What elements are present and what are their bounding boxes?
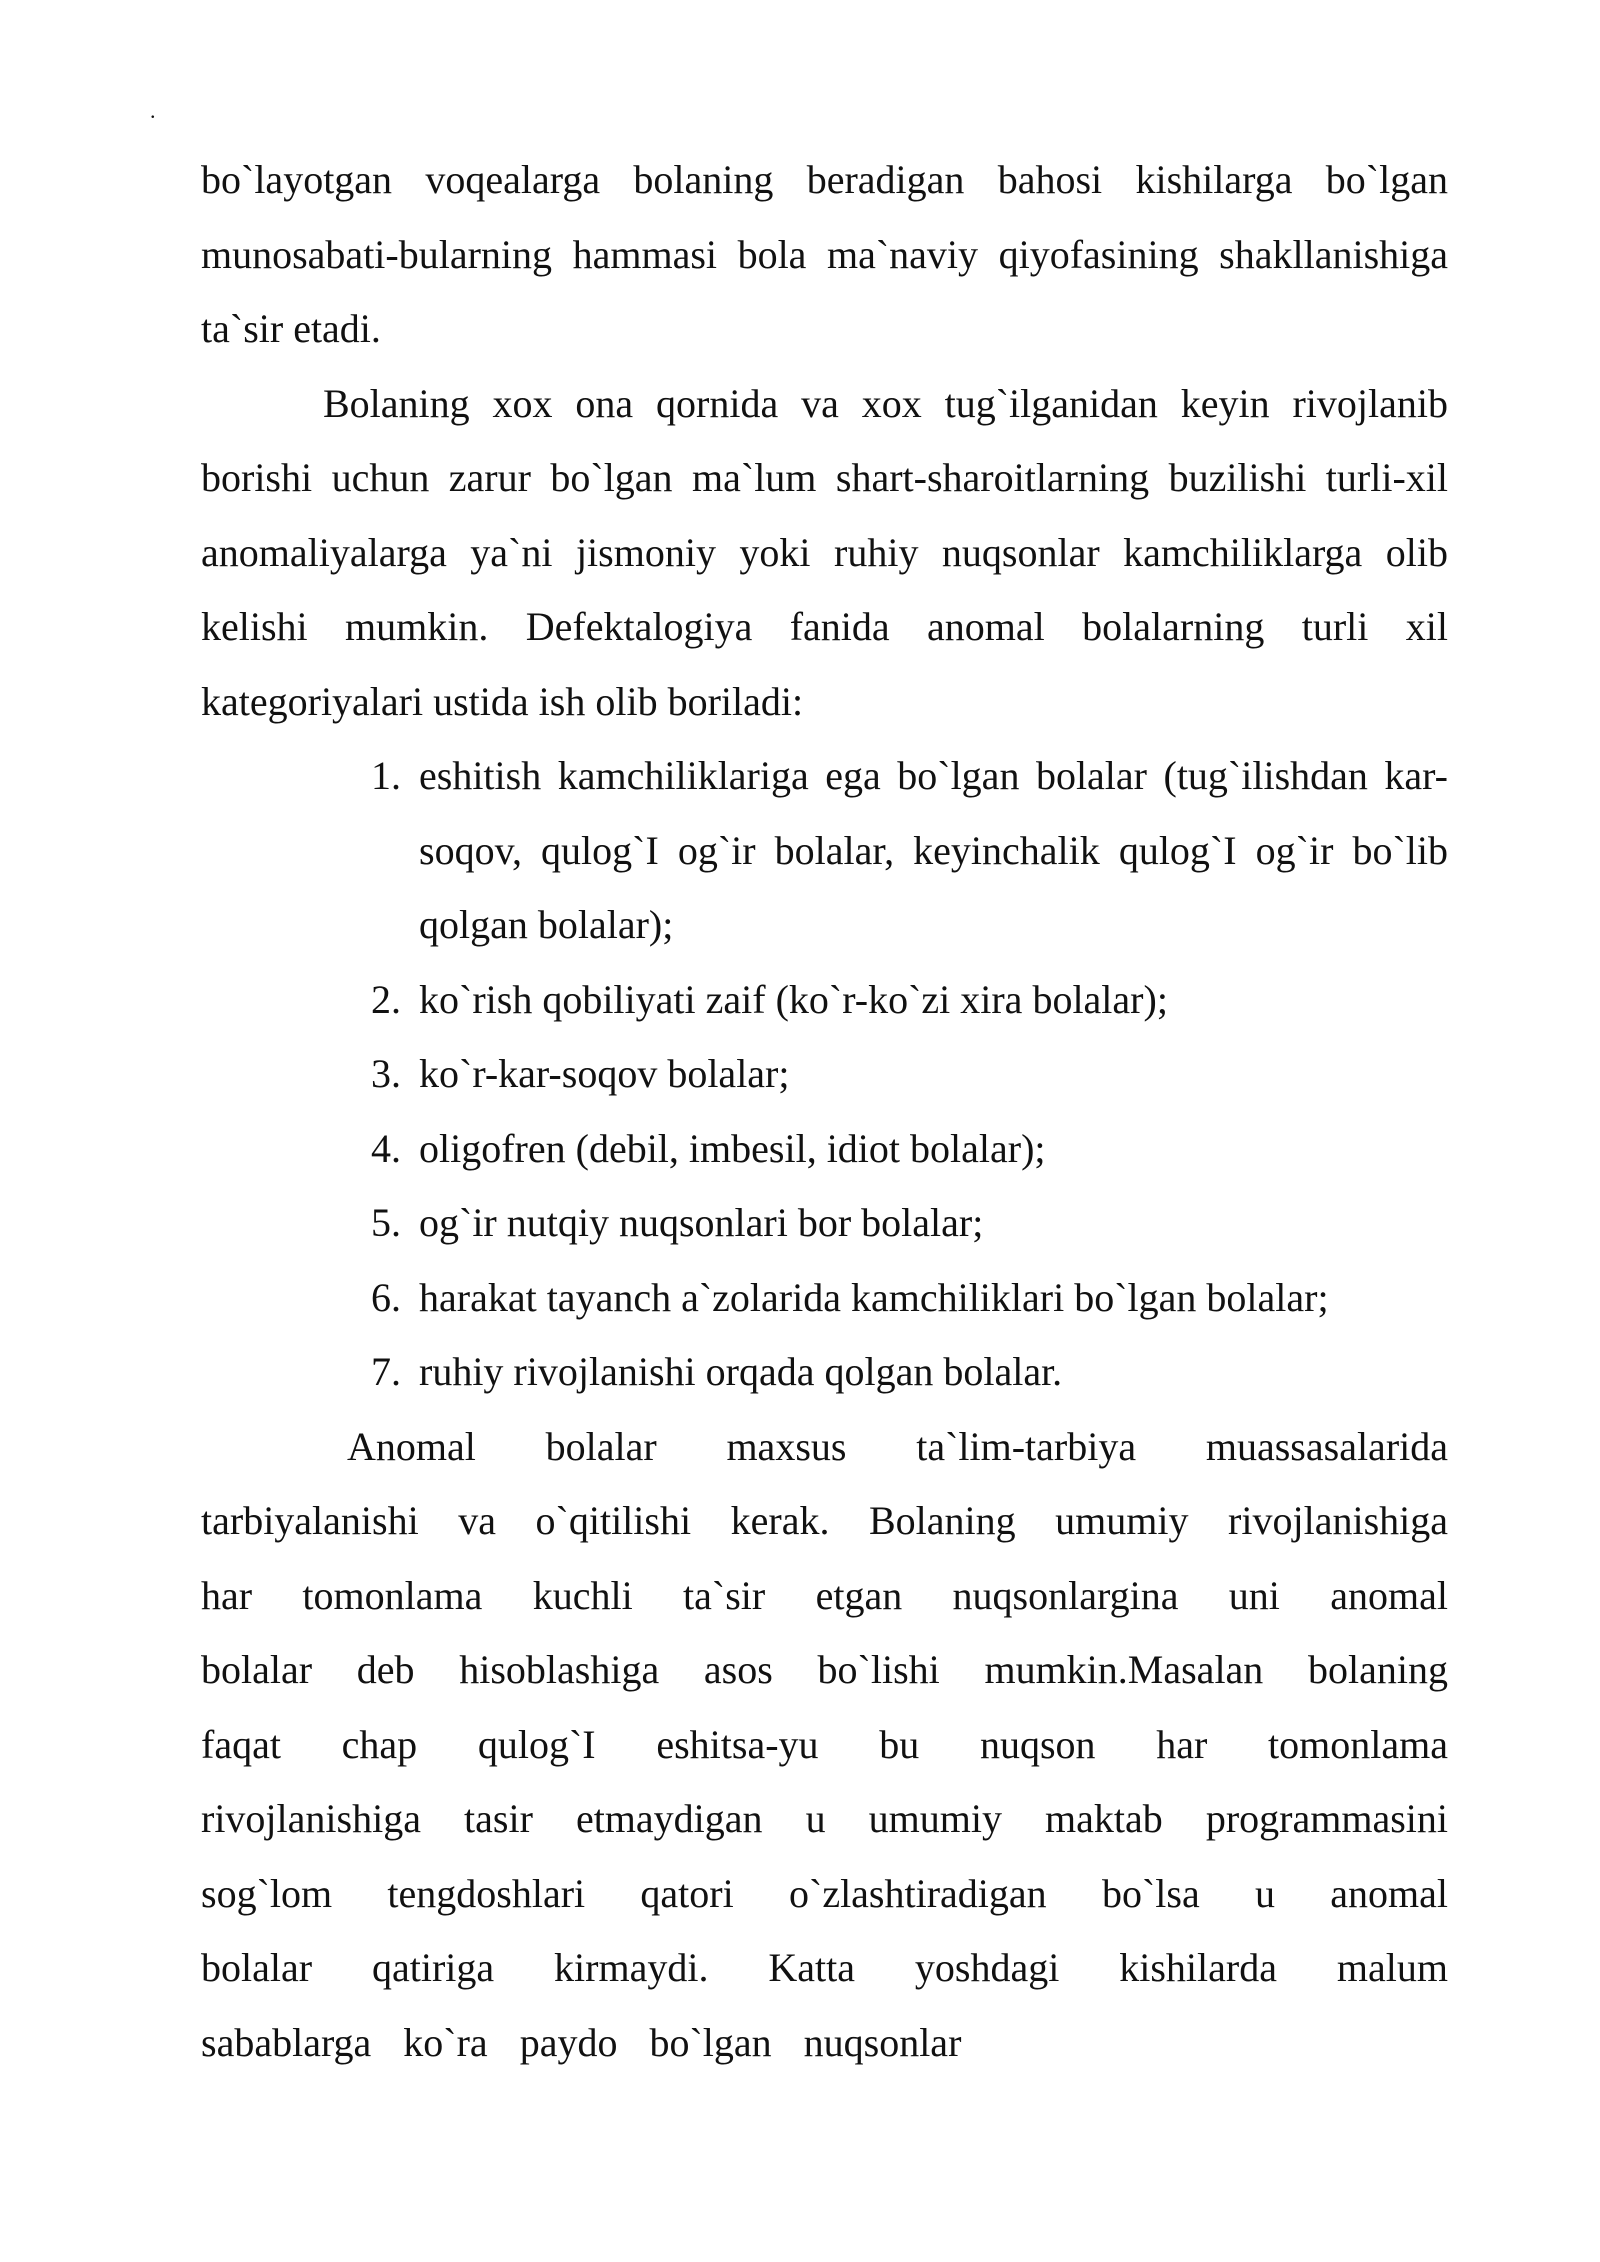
list-text: ko`r-kar-soqov bolalar; bbox=[419, 1051, 790, 1096]
list-text: oligofren (debil, imbesil, idiot bolalar); bbox=[419, 1125, 1046, 1171]
list-text: harakat tayanch a`zolarida kamchiliklari bo`lgan bolalar; bbox=[419, 1274, 1329, 1320]
list-item bbox=[371, 1335, 1448, 1410]
list-number: 5. bbox=[371, 1200, 401, 1245]
document-body bbox=[201, 143, 1448, 2080]
list-number: 3. bbox=[371, 1051, 401, 1096]
paragraph-special-education: Anomal bolalar maxsus ta`lim-tarbiya muassasalarida tarbiyalanishi va o`qitilishi kerak. Bolaning umumiy rivojlanishiga har tomonlama kuchli ta`sir etgan nuqsonlargina uni anomal bolalar deb hisoblashiga asos bo`lishi mumkin.Masalan bolaning faqat chap qulog`I eshitsa-yu bu nuqson har tomonlama rivojlanishiga tasir etmaydigan u umumiy maktab programmasini sog`lom tengdoshlari qatori o`zlashtiradigan bo`lsa u anomal bolalar qatiriga kirmaydi. Katta yoshdagi kishilarda malum sabablarga ko`ra paydo bo`lgan nuqsonlar bbox=[201, 1423, 1448, 2065]
list-number: 1. bbox=[371, 753, 401, 798]
paragraph-intro: bo`layotgan voqealarga bolaning beradigan bahosi kishilarga bo`lgan munosabati-bularning hammasi bola ma`naviy qiyofasining shakllanishiga ta`sir etadi. bbox=[201, 157, 1448, 351]
list-number: 2. bbox=[371, 976, 401, 1022]
paragraph-anomalies: Bolaning xox ona qornida va xox tug`ilganidan keyin rivojlanib borishi uchun zarur bo`lgan ma`lum shart-sharoitlarning buzilishi turli-xil anomaliyalarga ya`ni jismoniy yoki ruhiy nuqsonlar kamchiliklarga olib kelishi mumkin. Defektalogiya fanida anomal bolalarning turli xil kategoriyalari ustida ish olib boriladi: bbox=[201, 380, 1448, 724]
list-text: og`ir nutqiy nuqsonlari bor bolalar; bbox=[419, 1200, 984, 1245]
list-item bbox=[371, 963, 1448, 1038]
list-number: 6. bbox=[371, 1274, 401, 1320]
list-item bbox=[371, 1186, 1448, 1261]
list-item bbox=[371, 1261, 1448, 1336]
list-item bbox=[371, 1112, 1448, 1187]
list-text: ruhiy rivojlanishi orqada qolgan bolalar. bbox=[419, 1349, 1063, 1394]
list-text: eshitish kamchiliklariga ega bo`lgan bolalar (tug`ilishdan kar-soqov, qulog`I og`ir bolalar, keyinchalik qulog`I og`ir bo`lib qolgan bolalar); bbox=[419, 753, 1448, 947]
page-mark: . bbox=[150, 98, 156, 123]
list-number: 7. bbox=[371, 1349, 401, 1394]
list-item bbox=[371, 739, 1448, 963]
list-text: ko`rish qobiliyati zaif (ko`r-ko`zi xira bolalar); bbox=[419, 976, 1168, 1022]
list-item bbox=[371, 1037, 1448, 1112]
list-number: 4. bbox=[371, 1125, 401, 1171]
category-list bbox=[201, 739, 1448, 1410]
